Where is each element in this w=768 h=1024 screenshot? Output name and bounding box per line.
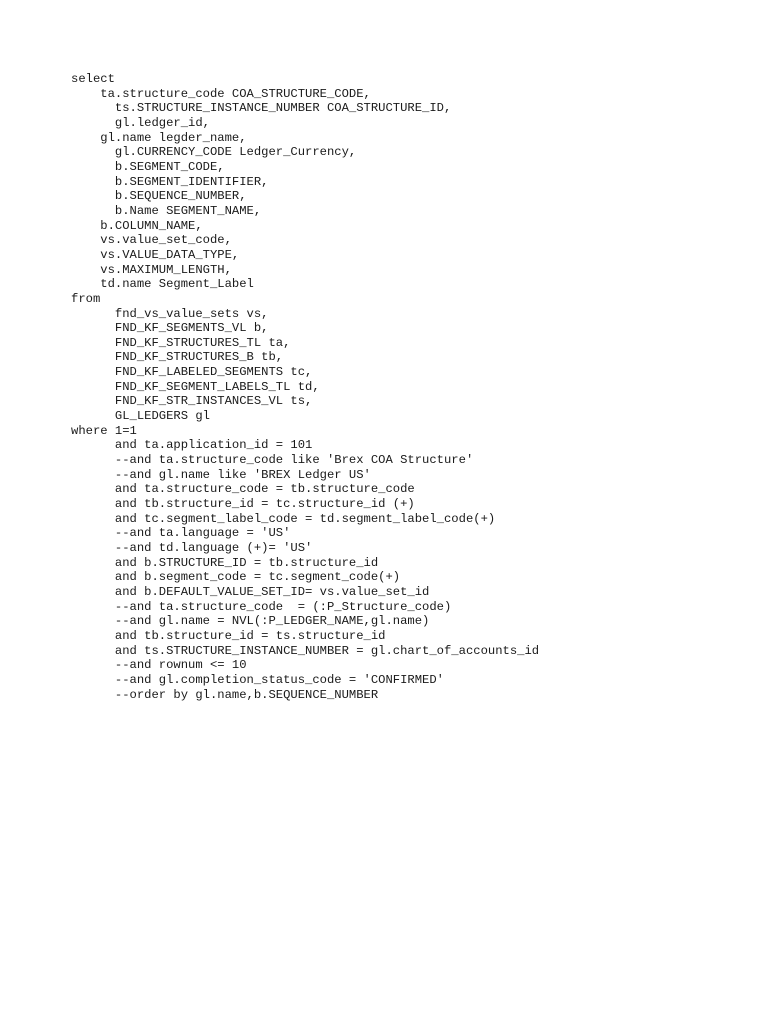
code-line: ta.structure_code COA_STRUCTURE_CODE, xyxy=(71,86,371,101)
code-line: ts.STRUCTURE_INSTANCE_NUMBER COA_STRUCTURE_ID, xyxy=(71,101,452,116)
code-line: --and rownum <= 10 xyxy=(71,658,247,673)
code-line: --and td.language (+)= 'US' xyxy=(71,541,313,555)
code-line: --and ta.structure_code like 'Brex COA Structure' xyxy=(71,453,474,468)
code-line: td.name Segment_Label xyxy=(71,277,254,292)
code-line: --order by gl.name,b.SEQUENCE_NUMBER xyxy=(71,687,379,702)
code-line: and tc.segment_label_code = td.segment_label_code(+) xyxy=(71,511,496,526)
code-line: and ta.application_id = 101 xyxy=(71,438,313,453)
code-line: --and gl.name = NVL(:P_LEDGER_NAME,gl.name) xyxy=(71,614,430,629)
code-line: FND_KF_LABELED_SEGMENTS tc, xyxy=(71,365,313,380)
code-line: vs.value_set_code, xyxy=(71,233,232,248)
code-line: FND_KF_SEGMENT_LABELS_TL td, xyxy=(71,379,320,394)
code-line: and b.DEFAULT_VALUE_SET_ID= vs.value_set_id xyxy=(71,584,430,599)
code-line: vs.MAXIMUM_LENGTH, xyxy=(71,262,232,277)
code-line: and ta.structure_code = tb.structure_code xyxy=(71,482,415,497)
code-line: gl.name legder_name, xyxy=(71,130,247,145)
code-line: and b.STRUCTURE_ID = tb.structure_id xyxy=(71,555,379,570)
code-line: and ts.STRUCTURE_INSTANCE_NUMBER = gl.chart_of_accounts_id xyxy=(71,643,540,658)
code-line: --and ta.language = 'US' xyxy=(71,526,291,541)
code-line: b.Name SEGMENT_NAME, xyxy=(71,203,262,218)
code-line: FND_KF_STR_INSTANCES_VL ts, xyxy=(71,394,313,409)
code-line: b.COLUMN_NAME, xyxy=(71,218,203,233)
code-line: and b.segment_code = tc.segment_code(+) xyxy=(71,570,401,585)
code-line: where 1=1 xyxy=(71,423,137,438)
code-line: b.SEGMENT_IDENTIFIER, xyxy=(71,174,269,189)
code-line: gl.ledger_id, xyxy=(71,115,210,130)
code-line: FND_KF_SEGMENTS_VL b, xyxy=(71,321,269,336)
code-line: --and ta.structure_code = (:P_Structure_code) xyxy=(71,599,452,614)
sql-code-block xyxy=(71,72,539,702)
code-line: FND_KF_STRUCTURES_B tb, xyxy=(71,350,284,365)
code-line: b.SEQUENCE_NUMBER, xyxy=(71,189,247,204)
code-line: b.SEGMENT_CODE, xyxy=(71,159,225,174)
code-line: and tb.structure_id = tc.structure_id (+) xyxy=(71,497,415,512)
code-line: from xyxy=(71,291,101,306)
code-line: vs.VALUE_DATA_TYPE, xyxy=(71,247,240,262)
code-line: gl.CURRENCY_CODE Ledger_Currency, xyxy=(71,145,357,160)
code-line: and tb.structure_id = ts.structure_id xyxy=(71,628,386,643)
code-line: fnd_vs_value_sets vs, xyxy=(71,306,269,321)
code-line: FND_KF_STRUCTURES_TL ta, xyxy=(71,335,291,350)
code-line: --and gl.name like 'BREX Ledger US' xyxy=(71,467,371,482)
code-line: --and gl.completion_status_code = 'CONFIRMED' xyxy=(71,672,444,687)
code-line: GL_LEDGERS gl xyxy=(71,409,210,424)
code-line: select xyxy=(71,72,115,86)
